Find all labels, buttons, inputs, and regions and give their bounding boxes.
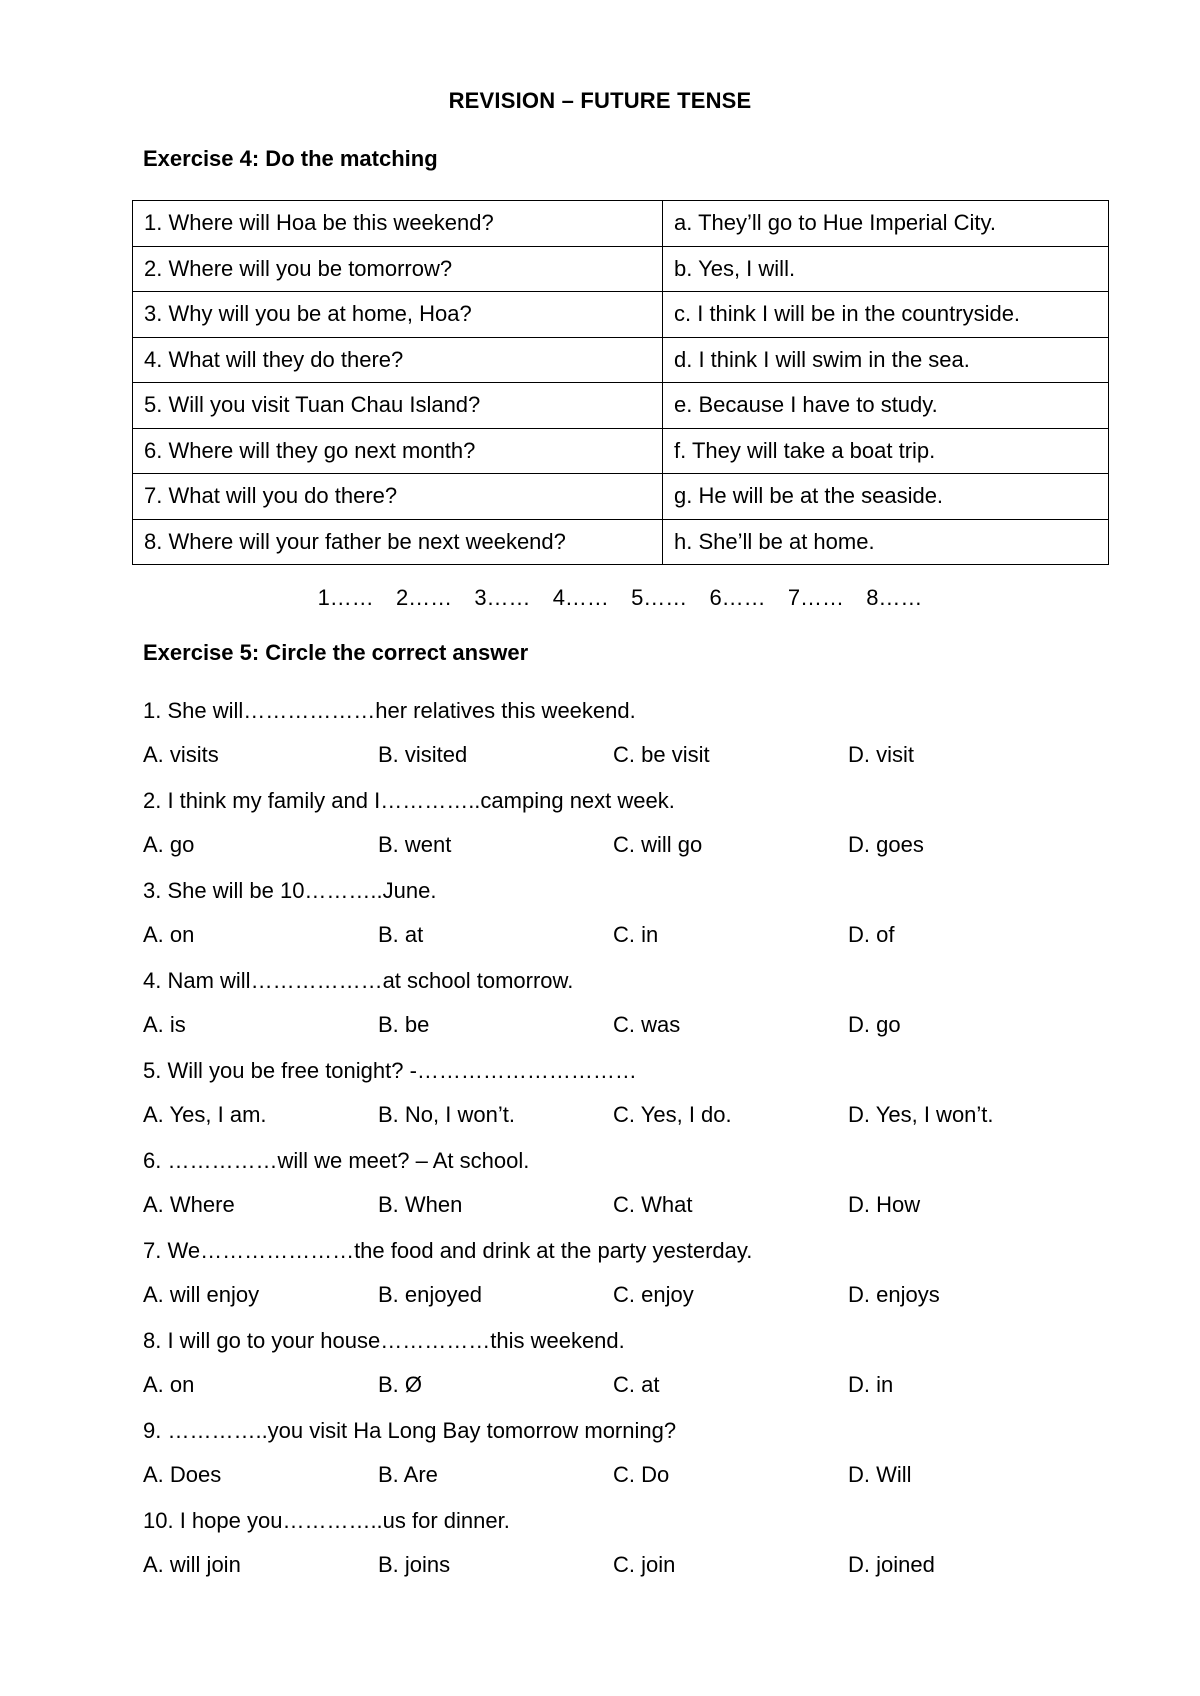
- option-c: C. What: [613, 1192, 693, 1217]
- answer-slot: 3……: [474, 585, 531, 610]
- options-3: [143, 922, 1103, 952]
- option-c: C. enjoy: [613, 1282, 694, 1307]
- matching-question: 1. Where will Hoa be this weekend?: [133, 201, 663, 247]
- answer-slot: 6……: [709, 585, 766, 610]
- table-row: [133, 201, 1109, 247]
- answer-slot: 4……: [552, 585, 609, 610]
- answer-slot: 2……: [395, 585, 453, 610]
- question-2: 2. I think my family and I…………..camping next week.: [143, 788, 675, 813]
- option-c: C. was: [613, 1012, 681, 1037]
- matching-answer-slots: [0, 585, 1200, 611]
- question-5: 5. Will you be free tonight? -…………………………: [143, 1058, 637, 1083]
- option-b: B. No, I won’t.: [378, 1102, 515, 1127]
- question-9: 9. …………..you visit Ha Long Bay tomorrow morning?: [143, 1418, 677, 1443]
- option-d: D. How: [848, 1192, 921, 1217]
- option-d: D. Will: [848, 1462, 912, 1487]
- option-a: A. go: [143, 832, 195, 857]
- options-10: [143, 1552, 1103, 1582]
- option-a: A. is: [143, 1012, 186, 1037]
- option-c: C. at: [613, 1372, 660, 1397]
- matching-answer: c. I think I will be in the countryside.: [663, 292, 1109, 338]
- option-d: D. goes: [848, 832, 924, 857]
- answer-slot: 8……: [866, 585, 923, 610]
- option-d: D. Yes, I won’t.: [848, 1102, 994, 1127]
- option-a: A. will enjoy: [143, 1282, 260, 1307]
- table-row: [133, 292, 1109, 338]
- answer-slot: 1……: [317, 585, 374, 610]
- matching-answer: a. They’ll go to Hue Imperial City.: [663, 201, 1109, 247]
- exercise5-heading: Exercise 5: Circle the correct answer: [143, 640, 529, 665]
- option-b: B. visited: [378, 742, 468, 767]
- option-c: C. in: [613, 922, 659, 947]
- option-c: C. be visit: [613, 742, 710, 767]
- matching-question: 6. Where will they go next month?: [133, 428, 663, 474]
- table-row: [133, 474, 1109, 520]
- matching-answer: g. He will be at the seaside.: [663, 474, 1109, 520]
- matching-question: 5. Will you visit Tuan Chau Island?: [133, 383, 663, 429]
- option-a: A. on: [143, 922, 195, 947]
- table-row: [133, 337, 1109, 383]
- matching-table: [132, 200, 1109, 565]
- question-10: 10. I hope you…………..us for dinner.: [143, 1508, 510, 1533]
- option-d: D. visit: [848, 742, 914, 767]
- table-row: [133, 428, 1109, 474]
- option-a: A. will join: [143, 1552, 241, 1577]
- matching-answer: b. Yes, I will.: [663, 246, 1109, 292]
- options-2: [143, 832, 1103, 862]
- options-7: [143, 1282, 1103, 1312]
- table-row: [133, 383, 1109, 429]
- table-row: [133, 519, 1109, 565]
- option-c: C. join: [613, 1552, 676, 1577]
- answer-slot: 7……: [787, 585, 845, 610]
- option-b: B. Ø: [378, 1372, 423, 1397]
- question-8: 8. I will go to your house……………this weekend.: [143, 1328, 625, 1353]
- options-4: [143, 1012, 1103, 1042]
- matching-answer: f. They will take a boat trip.: [663, 428, 1109, 474]
- options-8: [143, 1372, 1103, 1402]
- option-b: B. be: [378, 1012, 430, 1037]
- option-d: D. enjoys: [848, 1282, 940, 1307]
- option-a: A. on: [143, 1372, 195, 1397]
- matching-answer: h. She’ll be at home.: [663, 519, 1109, 565]
- option-c: C. Do: [613, 1462, 670, 1487]
- option-b: B. joins: [378, 1552, 451, 1577]
- option-b: B. went: [378, 832, 452, 857]
- matching-question: 2. Where will you be tomorrow?: [133, 246, 663, 292]
- table-row: [133, 246, 1109, 292]
- question-1: 1. She will………………her relatives this weekend.: [143, 698, 636, 723]
- matching-answer: e. Because I have to study.: [663, 383, 1109, 429]
- question-6: 6. ……………will we meet? – At school.: [143, 1148, 530, 1173]
- option-d: D. joined: [848, 1552, 935, 1577]
- matching-question: 8. Where will your father be next weekend?: [133, 519, 663, 565]
- options-9: [143, 1462, 1103, 1492]
- options-6: [143, 1192, 1103, 1222]
- answer-slot: 5……: [631, 585, 688, 610]
- options-5: [143, 1102, 1103, 1132]
- matching-question: 3. Why will you be at home, Hoa?: [133, 292, 663, 338]
- option-a: A. Does: [143, 1462, 222, 1487]
- option-d: D. go: [848, 1012, 901, 1037]
- option-b: B. When: [378, 1192, 463, 1217]
- option-c: C. will go: [613, 832, 703, 857]
- option-d: D. of: [848, 922, 895, 947]
- question-4: 4. Nam will………………at school tomorrow.: [143, 968, 574, 993]
- option-c: C. Yes, I do.: [613, 1102, 732, 1127]
- question-3: 3. She will be 10………..June.: [143, 878, 437, 903]
- option-a: A. Where: [143, 1192, 235, 1217]
- matching-answer: d. I think I will swim in the sea.: [663, 337, 1109, 383]
- options-1: [143, 742, 1103, 772]
- option-a: A. Yes, I am.: [143, 1102, 267, 1127]
- question-7: 7. We…………………the food and drink at the party yesterday.: [143, 1238, 753, 1263]
- option-b: B. at: [378, 922, 424, 947]
- matching-question: 4. What will they do there?: [133, 337, 663, 383]
- option-d: D. in: [848, 1372, 894, 1397]
- option-a: A. visits: [143, 742, 219, 767]
- matching-question: 7. What will you do there?: [133, 474, 663, 520]
- option-b: B. Are: [378, 1462, 438, 1487]
- option-b: B. enjoyed: [378, 1282, 482, 1307]
- exercise4-heading: Exercise 4: Do the matching: [143, 146, 438, 171]
- page-title: REVISION – FUTURE TENSE: [448, 88, 752, 113]
